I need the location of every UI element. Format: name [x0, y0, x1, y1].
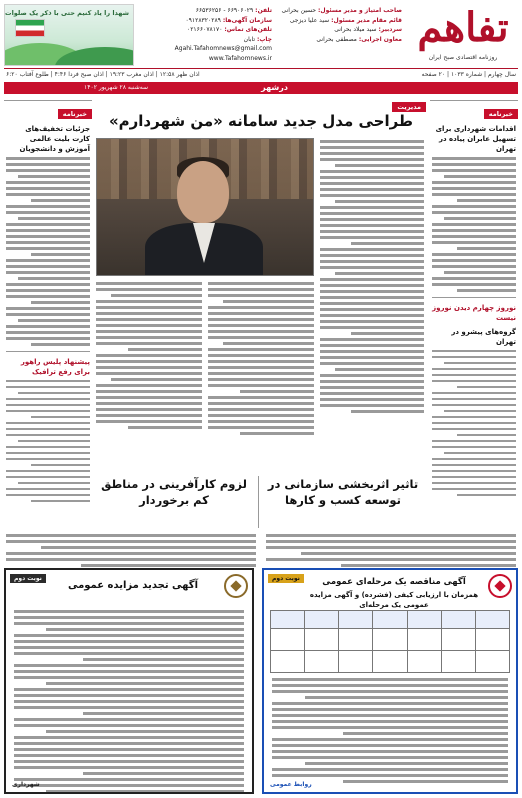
staff-row	[252, 6, 402, 16]
contact-value: تابان	[243, 35, 256, 43]
contact-row	[140, 25, 272, 35]
logo-tagline: روزنامه اقتصادی صبح ایران	[428, 54, 498, 61]
article-body	[6, 157, 90, 346]
dateline	[4, 68, 518, 80]
contact-value: ۰۲۱۶۶۰۷۸۱۷۰	[186, 26, 223, 33]
article-body	[432, 350, 516, 497]
staff-role: قائم مقام مدیر مسئول:	[331, 16, 402, 24]
contact-row	[140, 16, 272, 26]
story-tag: مدیریت	[392, 102, 426, 112]
ad-title: آگهی تجدید مزایده عمومی	[67, 580, 199, 591]
ad-subtitle: همزمان با ارزیابی کیفی (فشرده) و آگهی مزایده عمومی یک مرحله‌ای	[309, 591, 479, 609]
left-sidebar	[4, 100, 92, 530]
sidebar-subheadline: گروه‌های پیشرو در تهران	[451, 327, 516, 346]
staff-name: مصطفی بحرانی	[316, 35, 357, 43]
staff-name: حسین بحرانی	[281, 7, 317, 14]
masthead	[0, 0, 522, 96]
mid-headlines	[96, 472, 426, 532]
tender-advertisement[interactable]	[262, 568, 518, 794]
logo-text: تفاهم	[417, 4, 509, 51]
sidebar-headline[interactable]: پیشنهاد پلیس راهور برای رفع ترافیک	[20, 357, 90, 376]
article-body	[432, 157, 516, 292]
main-headline[interactable]: طراحی مدل جدید سامانه «من شهردارم»	[108, 112, 414, 130]
right-sidebar	[430, 100, 518, 530]
contact-row	[140, 35, 272, 45]
divider	[432, 297, 516, 298]
divider	[6, 351, 90, 352]
contact-label: تلفن‌های تماس:	[224, 26, 272, 33]
main-story	[96, 100, 426, 466]
contact-label: سازمان آگهی‌ها:	[222, 16, 272, 24]
issue-info: سال چهارم | شماره ۱۰۳۳ | ۲۰ صفحه	[421, 71, 516, 78]
staff-role: معاون اجرایی:	[358, 35, 402, 43]
article-body	[266, 534, 516, 570]
ad-badge: نوبت دوم	[268, 574, 304, 583]
section-label: درشهر	[261, 83, 288, 92]
sidebar-tag: خبرنامه	[58, 109, 92, 119]
banner-caption: شهدا را یاد کنیم حتی با ذکر یک صلوات	[5, 9, 129, 17]
ad-body	[12, 610, 246, 794]
tender-table	[270, 610, 510, 673]
article-headline[interactable]: لزوم کارآفرینی در مناطق کم برخوردار	[101, 477, 247, 507]
sidebar-headline[interactable]: جزئیات تخفیف‌های کارت بلیت عالمی آموزش و دانشجویان	[19, 125, 90, 153]
section-bar	[4, 82, 518, 94]
staff-name: سید علیا دیزجی	[289, 16, 330, 24]
contact-value: ۶۶۹۰۶۰۲۹ - ۶۶۵۳۶۲۵۶	[195, 7, 254, 14]
staff-name: سید میلاد بحرانی	[334, 26, 377, 33]
ad-title: آگهی مناقصه یک مرحله‌ای عمومی	[322, 577, 466, 587]
staff-role: سردبیر:	[378, 26, 402, 33]
municipality-logo-icon	[224, 574, 248, 598]
ad-signature: روابط عمومی	[270, 781, 312, 788]
organization-logo-icon	[488, 574, 512, 598]
article-body	[6, 534, 256, 570]
article-headline[interactable]: تاثیر اثربخشی سازمانی در توسعه کسب و کارها	[267, 477, 419, 507]
staff-role: صاحب امتیاز و مدیر مسئول:	[318, 7, 402, 14]
divider	[258, 476, 259, 528]
contact-info	[140, 6, 272, 63]
header-banner-image	[4, 4, 134, 66]
sidebar-tag: خبرنامه	[484, 109, 518, 119]
contact-label: تلفن:	[255, 7, 272, 14]
article-band	[4, 534, 518, 564]
newspaper-logo[interactable]	[408, 4, 518, 66]
ad-badge: نوبت دوم	[10, 574, 46, 583]
article-body	[96, 282, 314, 438]
contact-email[interactable]: Agahi.Tafahomnews@gmail.com	[174, 45, 272, 52]
ad-body	[270, 610, 510, 786]
staff-row	[252, 35, 402, 45]
story-photo[interactable]	[96, 138, 314, 276]
contact-row	[140, 6, 272, 16]
ad-signature: شهرداری	[12, 781, 40, 788]
sidebar-headline[interactable]: اقدامات شهرداری برای تسهیل عابران پیاده در تهران	[435, 125, 516, 153]
article-body	[6, 380, 90, 503]
staff-list	[252, 6, 402, 44]
auction-advertisement[interactable]	[4, 568, 254, 794]
staff-row	[252, 16, 402, 26]
section-date: سه‌شنبه ۲۸ شهریور ۱۴۰۲	[84, 84, 148, 91]
photo-figure	[177, 161, 229, 223]
contact-website[interactable]: www.Tafahomnews.ir	[208, 54, 272, 62]
staff-row	[252, 25, 402, 35]
article-body	[318, 140, 426, 416]
contact-value: ۰۹۱۲۸۳۲۰۲۸۹	[185, 16, 221, 24]
flag-icon	[15, 19, 45, 37]
prayer-times: اذان ظهر ۱۲:۵۸ | اذان مغرب ۱۹:۲۳ | اذان صبح فردا ۴:۴۶ | طلوع آفتاب ۶:۲۰	[6, 71, 200, 78]
contact-label: چاپ:	[256, 35, 272, 43]
sidebar-headline[interactable]: نوروز چهارم دیدن نوروز نیست	[432, 303, 516, 322]
